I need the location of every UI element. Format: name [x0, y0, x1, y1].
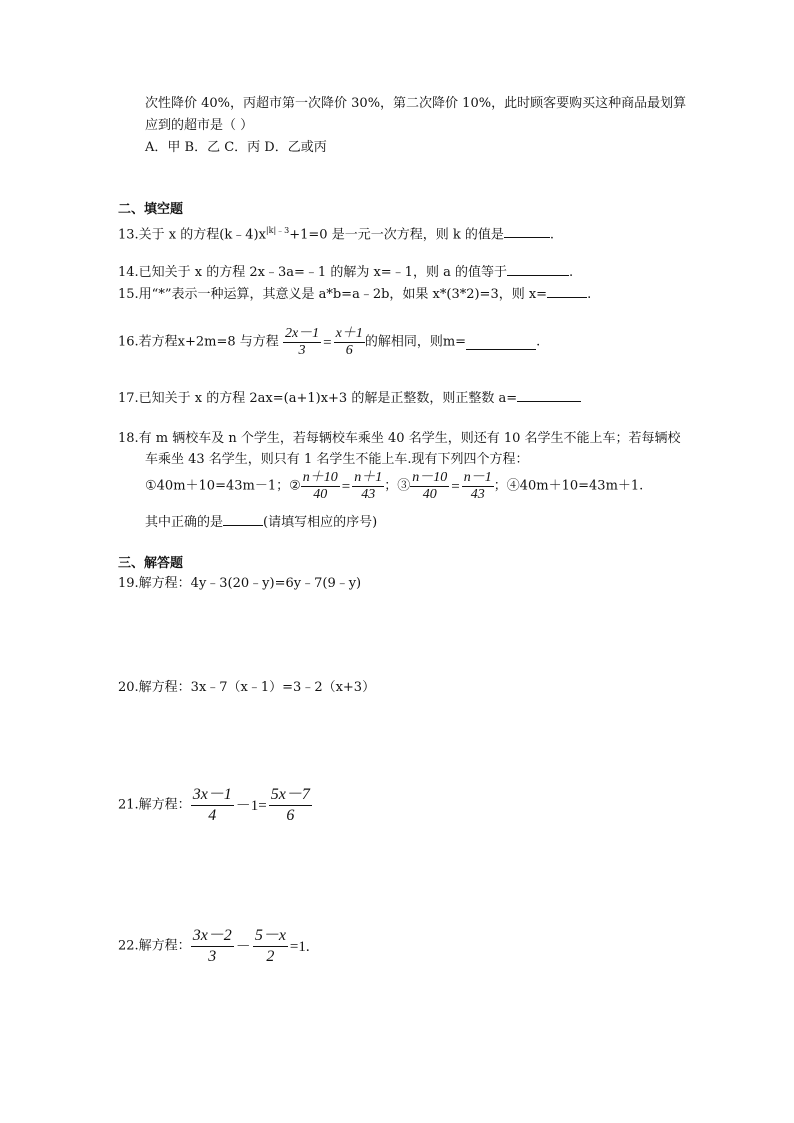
fraction: $\frac{5-x}{2}$: [254, 927, 286, 965]
question-18-options: ①40m＋10=43m－1；② $\frac{n+10}{40}$ = $\frac{n+1}{43}$ ；③ $\frac{n-10}{40}$ = $\frac{n-1}{43}$ ；④40m＋10=43m＋1.: [145, 470, 644, 502]
q12-options: A．甲 B．乙 C．丙 D．乙或丙: [145, 140, 327, 155]
question-22: 22.解方程： $\frac{3x-2}{3}$ － $\frac{5-x}{2}$ =1.: [118, 927, 310, 965]
fraction: $\frac{2x-1}{3}$: [284, 326, 320, 358]
fraction: $\frac{n+10}{40}$: [302, 470, 338, 502]
question-15: 15.用“*”表示一种运算，其意义是 a*b=a﹣2b，如果 x*(3*2)=3，则 x= .: [118, 284, 591, 304]
answer-blank[interactable]: [507, 262, 569, 276]
question-21: 21.解方程： $\frac{3x-1}{4}$ －1= $\frac{5x-7}{6}$: [118, 786, 310, 824]
answer-blank[interactable]: [547, 284, 587, 298]
answer-blank[interactable]: [466, 336, 536, 350]
answer-blank[interactable]: [517, 388, 581, 402]
fraction: $\frac{n-1}{43}$: [463, 470, 492, 502]
section-title-solve: 三、解答题: [118, 556, 184, 571]
question-18-line1: 18.有 m 辆校车及 n 个学生，若每辆校车乘坐 40 名学生，则还有 10 名学生不能上车；若每辆校: [118, 431, 681, 446]
question-17: 17.已知关于 x 的方程 2ax=(a+1)x+3 的解是正整数，则正整数 a=: [118, 388, 581, 408]
fraction: $\frac{5x-7}{6}$: [270, 786, 310, 824]
fraction: $\frac{3x-2}{3}$: [192, 927, 232, 965]
question-20: 20.解方程：3x﹣7（x﹣1）=3﹣2（x+3）: [118, 680, 376, 695]
fraction: $\frac{n+1}{43}$: [354, 470, 383, 502]
fraction: $\frac{n-10}{40}$: [412, 470, 448, 502]
q12-line2: 应到的超市是（ ）: [145, 118, 254, 133]
fraction: $\frac{3x-1}{4}$: [192, 786, 232, 824]
question-14: 14.已知关于 x 的方程 2x﹣3a=﹣1 的解为 x=﹣1，则 a 的值等于 .: [118, 262, 573, 282]
q12-line1: 次性降价 40%，丙超市第一次降价 30%，第二次降价 10%，此时顾客要购买这种商品最划算: [145, 96, 687, 111]
answer-blank[interactable]: [504, 224, 550, 238]
question-16: 16.若方程x+2m=8 与方程 $\frac{2x-1}{3}$ = $\frac{x+1}{6}$ 的解相同，则m= .: [118, 326, 541, 358]
fraction: $\frac{x+1}{6}$: [335, 326, 363, 358]
question-18-line2: 车乘坐 43 名学生，则只有 1 名学生不能上车.现有下列四个方程：: [145, 452, 529, 467]
section-title-fill-blank: 二、填空题: [118, 202, 184, 217]
question-19: 19.解方程：4y﹣3(20﹣y)=6y﹣7(9﹣y): [118, 576, 362, 591]
answer-blank[interactable]: [223, 512, 263, 526]
question-18-answer: 其中正确的是 (请填写相应的序号): [145, 512, 377, 532]
question-13: 13.关于 x 的方程$(k﹣4)x^{|k|﹣3}+1=0$ 是一元一次方程，则 k 的值是 .: [118, 226, 554, 243]
